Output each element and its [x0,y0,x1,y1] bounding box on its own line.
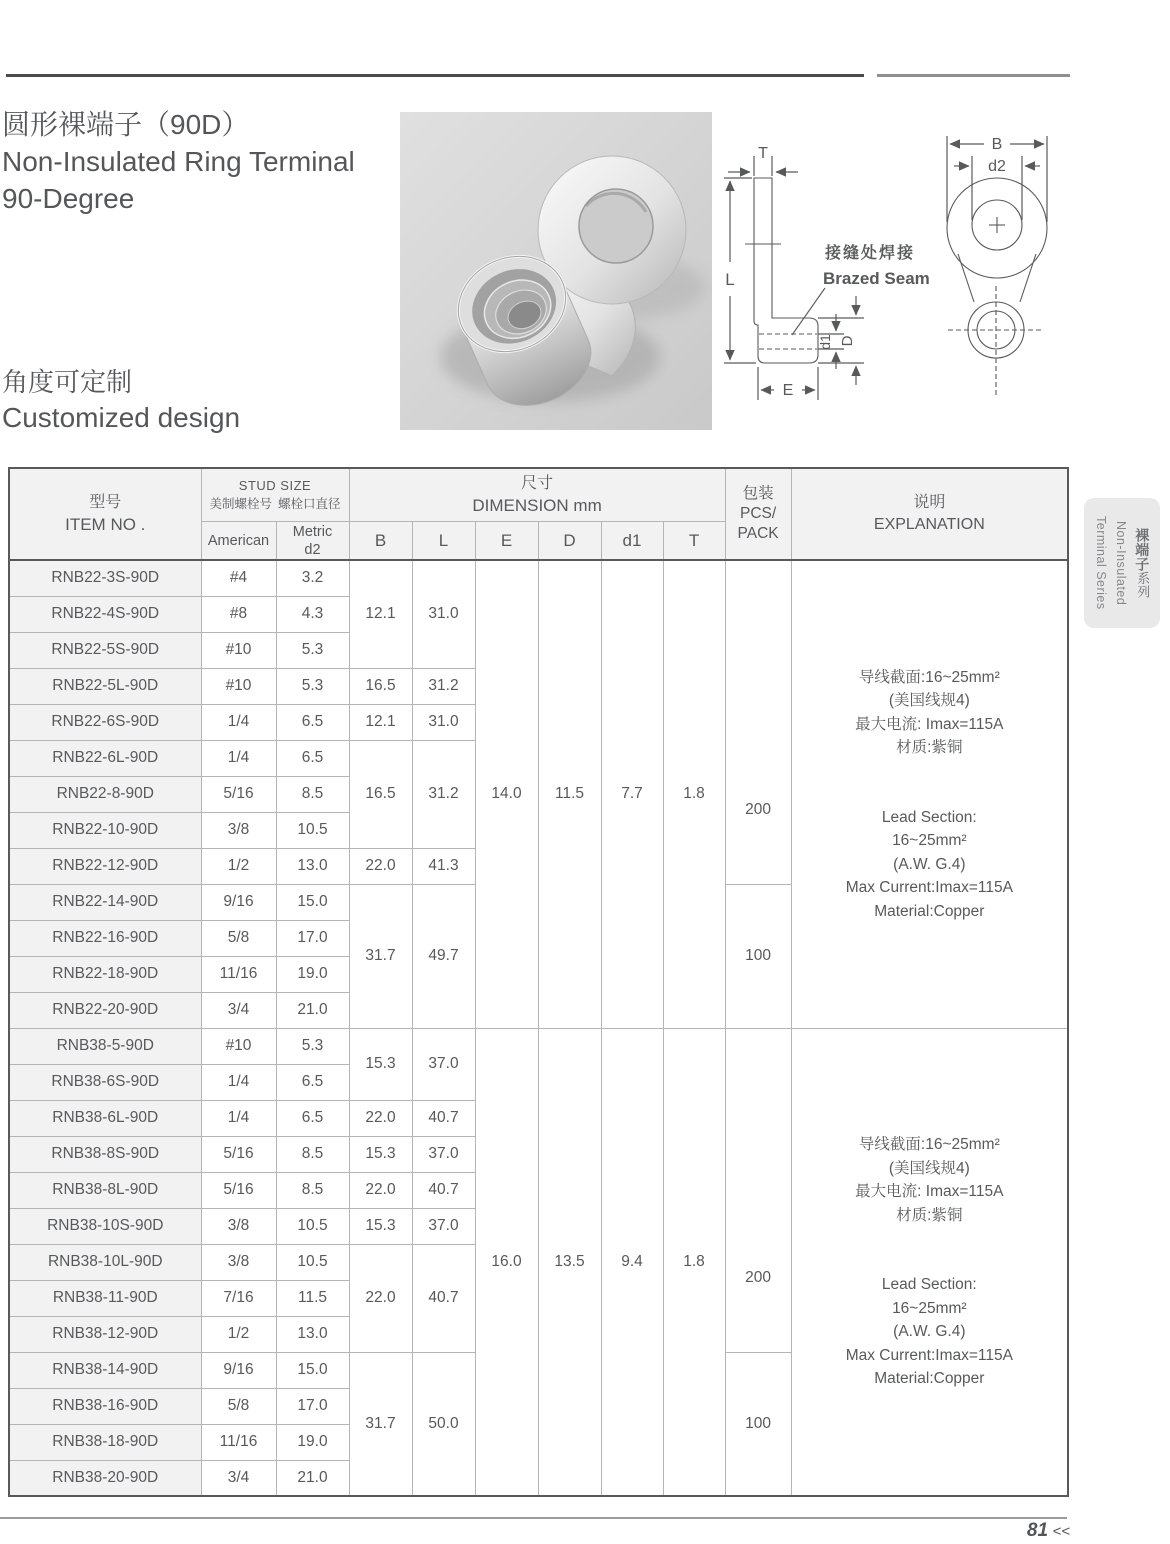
technical-drawing-side-view [712,128,942,428]
cell-b: 12.1 [349,560,412,668]
cell-metric-d2: 10.5 [276,812,349,848]
cell-b: 15.3 [349,1208,412,1244]
cell-american: 9/16 [201,1352,276,1388]
technical-drawing-front-view [930,128,1070,428]
cell-american: 1/2 [201,1316,276,1352]
cell-l: 40.7 [412,1244,475,1352]
cell-l: 50.0 [412,1352,475,1496]
cell-item-no: RNB38-16-90D [9,1388,201,1424]
cell-item-no: RNB38-6L-90D [9,1100,201,1136]
cell-metric-d2: 13.0 [276,848,349,884]
cell-explanation: 导线截面:16~25mm² (美国线规4) 最大电流: Imax=115A 材质:紫铜 Lead Section: 16~25mm² (A.W. G.4) Max Current:Imax=115A Material:Copper [791,1028,1068,1496]
cell-explanation: 导线截面:16~25mm² (美国线规4) 最大电流: Imax=115A 材质:紫铜 Lead Section: 16~25mm² (A.W. G.4) Max Current:Imax=115A Material:Copper [791,560,1068,1028]
cell-metric-d2: 15.0 [276,884,349,920]
cell-metric-d2: 4.3 [276,596,349,632]
cell-metric-d2: 15.0 [276,1352,349,1388]
cell-item-no: RNB22-5S-90D [9,632,201,668]
cell-item-no: RNB22-12-90D [9,848,201,884]
cell-d1: 9.4 [601,1028,663,1496]
cell-american: 1/4 [201,704,276,740]
cell-item-no: RNB22-8-90D [9,776,201,812]
cell-metric-d2: 6.5 [276,740,349,776]
cell-american: 9/16 [201,884,276,920]
cell-l: 31.0 [412,704,475,740]
cell-american: #10 [201,1028,276,1064]
cell-b: 22.0 [349,1172,412,1208]
cell-american: 1/2 [201,848,276,884]
cell-metric-d2: 5.3 [276,632,349,668]
table-row [9,1028,1068,1064]
cell-american: 5/8 [201,920,276,956]
cell-american: 5/16 [201,776,276,812]
cell-metric-d2: 6.5 [276,1100,349,1136]
cell-item-no: RNB22-4S-90D [9,596,201,632]
cell-metric-d2: 8.5 [276,1172,349,1208]
cell-metric-d2: 21.0 [276,992,349,1028]
cell-american: 3/8 [201,1244,276,1280]
cell-item-no: RNB38-10S-90D [9,1208,201,1244]
cell-metric-d2: 5.3 [276,1028,349,1064]
cell-metric-d2: 6.5 [276,704,349,740]
cell-item-no: RNB38-8L-90D [9,1172,201,1208]
cell-l: 31.2 [412,668,475,704]
cell-b: 22.0 [349,1100,412,1136]
title-en-line2: 90-Degree [2,183,135,214]
page-title [2,106,355,217]
cell-item-no: RNB38-12-90D [9,1316,201,1352]
subtitle-en: Customized design [2,402,241,433]
series-tab-en2: Terminal Series [1093,516,1108,610]
product-photo [400,112,712,430]
cell-item-no: RNB38-14-90D [9,1352,201,1388]
cell-item-no: RNB22-14-90D [9,884,201,920]
cell-b: 16.5 [349,740,412,848]
cell-e: 14.0 [475,560,538,1028]
brazed-seam-label-en: Brazed Seam [823,269,930,288]
cell-american: 7/16 [201,1280,276,1316]
cell-american: 5/8 [201,1388,276,1424]
cell-l: 31.0 [412,560,475,668]
cell-metric-d2: 8.5 [276,776,349,812]
series-tab-en1: Non-Insulated [1113,520,1128,606]
dim-label-B: B [991,136,1003,153]
cell-item-no: RNB22-16-90D [9,920,201,956]
cell-pack: 100 [725,884,791,1028]
dim-label-d2: d2 [988,158,1006,175]
cell-american: 11/16 [201,1424,276,1460]
cell-l: 40.7 [412,1100,475,1136]
series-tab-zh: 裸端子系列 [1134,527,1151,599]
cell-item-no: RNB38-11-90D [9,1280,201,1316]
dim-label-d1: d1 [817,334,833,350]
cell-american: 3/4 [201,1460,276,1496]
cell-pack: 200 [725,1028,791,1352]
cell-american: #10 [201,668,276,704]
cell-metric-d2: 5.3 [276,668,349,704]
cell-american: 5/16 [201,1172,276,1208]
col-header-b: B [349,522,412,561]
title-zh: 圆形裸端子（90D） [2,109,250,140]
series-side-tab [1084,498,1160,628]
cell-l: 37.0 [412,1136,475,1172]
cell-l: 41.3 [412,848,475,884]
col-header-stud-size: STUD SIZE 美制螺栓号 螺栓口直径 [201,468,349,522]
cell-b: 22.0 [349,848,412,884]
col-header-d: D [538,522,601,561]
title-en-line1: Non-Insulated Ring Terminal [2,146,355,177]
dim-label-T: T [758,145,768,162]
table-row [9,560,1068,596]
cell-item-no: RNB22-3S-90D [9,560,201,596]
cell-item-no: RNB38-5-90D [9,1028,201,1064]
cell-metric-d2: 10.5 [276,1208,349,1244]
cell-metric-d2: 17.0 [276,1388,349,1424]
cell-item-no: RNB38-8S-90D [9,1136,201,1172]
cell-item-no: RNB38-6S-90D [9,1064,201,1100]
cell-american: #4 [201,560,276,596]
cell-item-no: RNB22-10-90D [9,812,201,848]
cell-item-no: RNB38-20-90D [9,1460,201,1496]
cell-item-no: RNB22-6S-90D [9,704,201,740]
col-header-d1: d1 [601,522,663,561]
cell-metric-d2: 11.5 [276,1280,349,1316]
cell-american: 3/4 [201,992,276,1028]
col-header-dimension: 尺寸 DIMENSION mm [349,468,725,522]
cell-item-no: RNB22-5L-90D [9,668,201,704]
cell-l: 49.7 [412,884,475,1028]
cell-item-no: RNB22-6L-90D [9,740,201,776]
cell-t: 1.8 [663,1028,725,1496]
dim-label-L: L [725,270,735,289]
col-header-metric-d2: Metric d2 [276,522,349,561]
cell-b: 12.1 [349,704,412,740]
cell-b: 15.3 [349,1136,412,1172]
dim-label-E: E [782,382,794,399]
cell-d1: 7.7 [601,560,663,1028]
cell-b: 16.5 [349,668,412,704]
cell-item-no: RNB38-10L-90D [9,1244,201,1280]
spec-table [8,467,1069,1497]
cell-american: 1/4 [201,1064,276,1100]
cell-metric-d2: 19.0 [276,1424,349,1460]
col-header-explanation: 说明 EXPLANATION [791,468,1068,560]
cell-metric-d2: 8.5 [276,1136,349,1172]
cell-metric-d2: 13.0 [276,1316,349,1352]
top-rule-dark [6,74,864,77]
cell-item-no: RNB22-18-90D [9,956,201,992]
cell-b: 31.7 [349,1352,412,1496]
subtitle [2,364,240,436]
col-header-item-no: 型号 ITEM NO . [9,468,201,560]
brazed-seam-label-zh: 接缝处焊接 [825,245,916,262]
cell-american: 3/8 [201,812,276,848]
cell-metric-d2: 17.0 [276,920,349,956]
cell-l: 31.2 [412,740,475,848]
page-number: 81 << [1026,1520,1070,1541]
cell-american: 3/8 [201,1208,276,1244]
cell-d: 13.5 [538,1028,601,1496]
cell-t: 1.8 [663,560,725,1028]
cell-metric-d2: 21.0 [276,1460,349,1496]
cell-d: 11.5 [538,560,601,1028]
cell-l: 37.0 [412,1028,475,1100]
bottom-rule [0,1517,1067,1519]
col-header-l: L [412,522,475,561]
cell-american: 1/4 [201,1100,276,1136]
cell-l: 40.7 [412,1172,475,1208]
cell-pack: 200 [725,560,791,884]
dim-label-D: D [839,335,856,347]
cell-american: 11/16 [201,956,276,992]
col-header-e: E [475,522,538,561]
cell-american: 1/4 [201,740,276,776]
col-header-pack: 包装 PCS/ PACK [725,468,791,560]
cell-american: #10 [201,632,276,668]
cell-b: 15.3 [349,1028,412,1100]
cell-american: 5/16 [201,1136,276,1172]
cell-item-no: RNB38-18-90D [9,1424,201,1460]
subtitle-zh: 角度可定制 [2,367,133,397]
top-rule-gray [877,74,1070,77]
cell-metric-d2: 19.0 [276,956,349,992]
col-header-t: T [663,522,725,561]
cell-item-no: RNB22-20-90D [9,992,201,1028]
cell-metric-d2: 10.5 [276,1244,349,1280]
cell-metric-d2: 3.2 [276,560,349,596]
cell-pack: 100 [725,1352,791,1496]
cell-l: 37.0 [412,1208,475,1244]
cell-b: 22.0 [349,1244,412,1352]
cell-american: #8 [201,596,276,632]
cell-metric-d2: 6.5 [276,1064,349,1100]
cell-b: 31.7 [349,884,412,1028]
col-header-american: American [201,522,276,561]
cell-e: 16.0 [475,1028,538,1496]
